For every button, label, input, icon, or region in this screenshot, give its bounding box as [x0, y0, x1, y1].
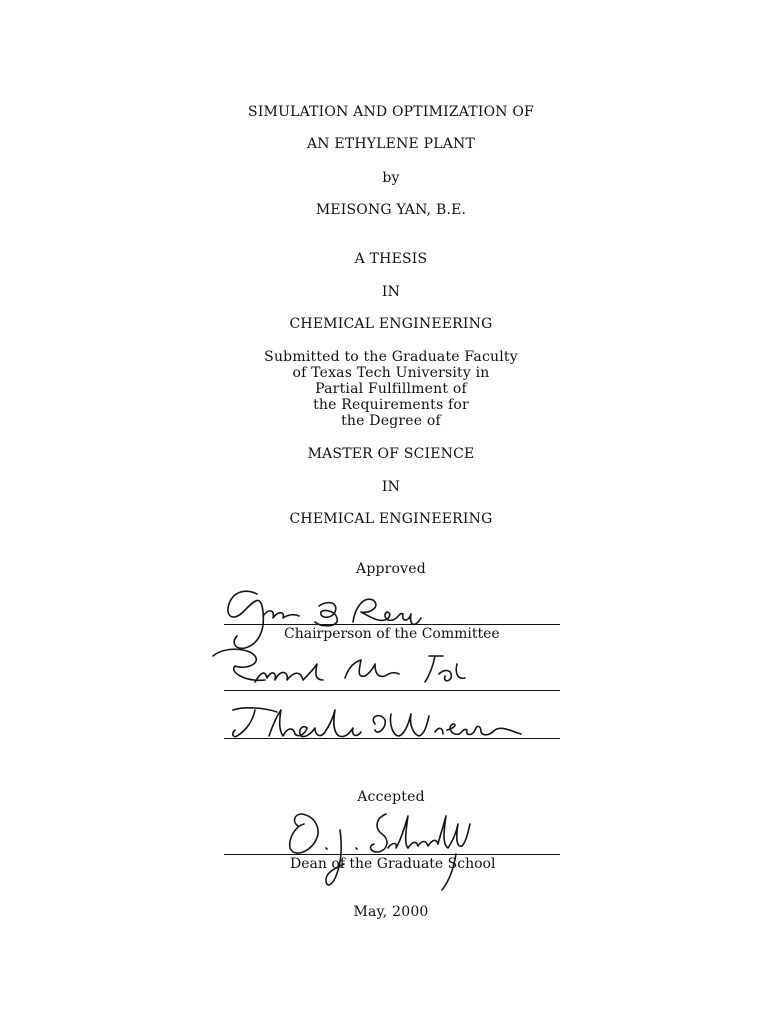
committee-member-rule-1 — [224, 690, 560, 691]
dean-caption: Dean of the Graduate School — [290, 856, 496, 872]
approved-label: Approved — [356, 561, 426, 577]
committee-member-signature-1 — [205, 642, 475, 692]
degree-in: IN — [381, 479, 401, 495]
degree-field: CHEMICAL ENGINEERING — [289, 511, 493, 527]
degree-name: MASTER OF SCIENCE — [307, 446, 475, 462]
thesis-field: CHEMICAL ENGINEERING — [289, 316, 493, 332]
submission-line-3: Partial Fulfillment of — [315, 381, 467, 397]
thesis-in: IN — [381, 284, 401, 300]
title-line-2: AN ETHYLENE PLANT — [306, 136, 476, 152]
dean-signature — [270, 804, 490, 896]
submission-line-4: the Requirements for — [313, 397, 469, 413]
author-name: MEISONG YAN, B.E. — [315, 202, 467, 218]
chair-signature-rule — [224, 624, 560, 625]
title-line-1: SIMULATION AND OPTIMIZATION OF — [248, 104, 534, 120]
thesis-label: A THESIS — [354, 251, 428, 267]
committee-member-rule-2 — [224, 738, 560, 739]
dean-signature-rule — [224, 854, 560, 855]
by-label: by — [382, 170, 400, 186]
submission-line-2: of Texas Tech University in — [292, 365, 490, 381]
submission-line-5: the Degree of — [341, 413, 441, 429]
chair-caption: Chairperson of the Committee — [284, 626, 500, 642]
date: May, 2000 — [353, 904, 429, 920]
committee-member-signature-2 — [225, 700, 525, 746]
accepted-label: Accepted — [357, 789, 425, 805]
submission-line-1: Submitted to the Graduate Faculty — [264, 349, 518, 365]
